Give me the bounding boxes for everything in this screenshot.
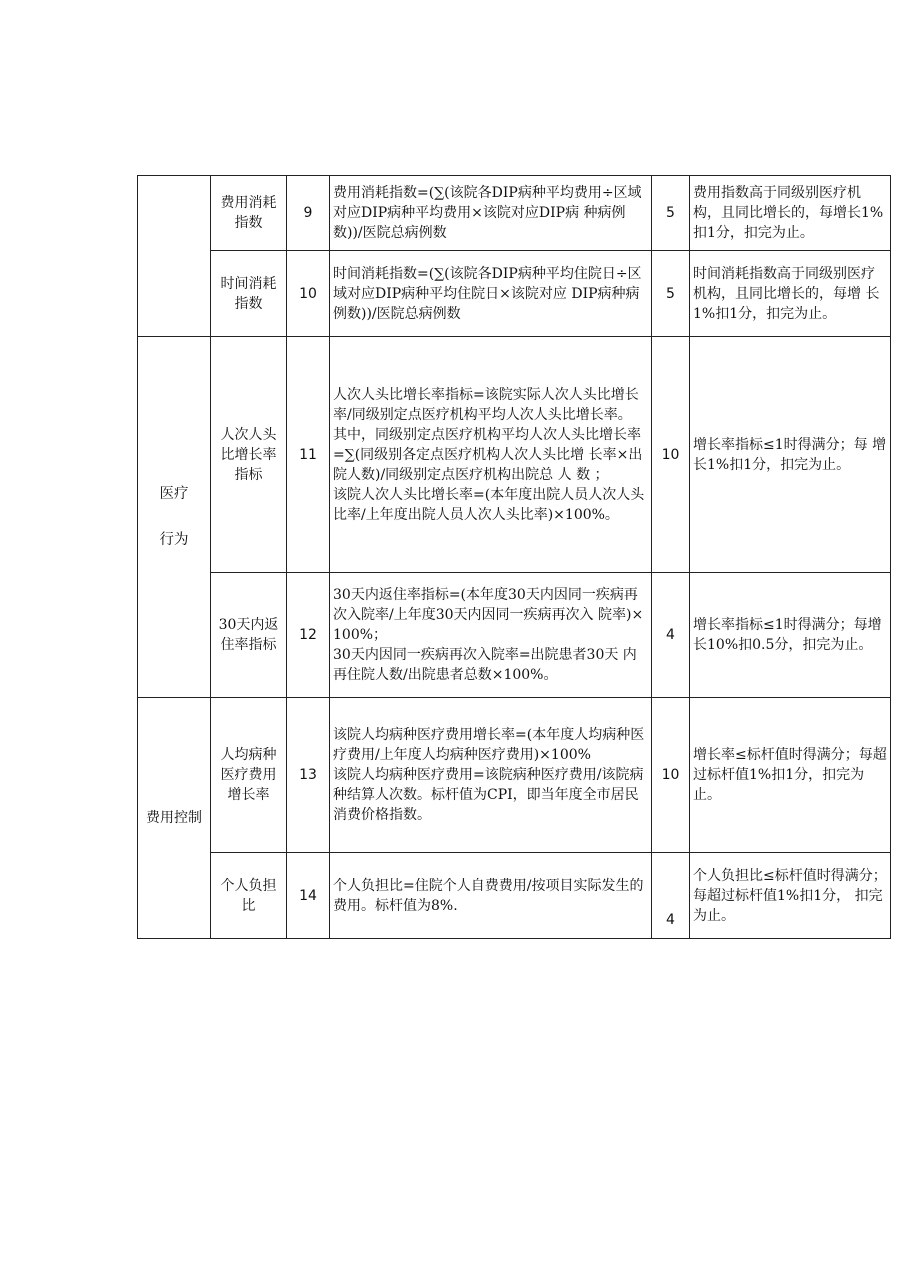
indicator-score: 5 bbox=[652, 251, 690, 337]
table-row bbox=[138, 853, 891, 939]
indicator-name: 30天内返 住率指标 bbox=[211, 573, 287, 698]
table-row bbox=[138, 251, 891, 337]
indicator-number: 11 bbox=[287, 337, 330, 573]
indicator-formula: 时间消耗指数=(∑(该院各DIP病种平均住院日÷区域对应DIP病种平均住院日×该院对应 DIP病种病例数))/医院总病例数 bbox=[330, 251, 652, 337]
category-cell-empty bbox=[138, 176, 211, 337]
indicator-name: 时间消耗指数 bbox=[211, 251, 287, 337]
indicator-score: 4 bbox=[652, 853, 690, 939]
indicator-name: 人均病种医疗费用增长率 bbox=[211, 698, 287, 853]
scoring-rule: 时间消耗指数高于同级别医疗机构，且同比增长的，每增 长1%扣1分，扣完为止。 bbox=[690, 251, 891, 337]
scoring-rule: 增长率≤标杆值时得满分；每超过标杆值1%扣1分，扣完为止。 bbox=[690, 698, 891, 853]
indicator-score: 10 bbox=[652, 337, 690, 573]
indicator-score: 4 bbox=[652, 573, 690, 698]
indicator-score: 10 bbox=[652, 698, 690, 853]
indicator-number: 12 bbox=[287, 573, 330, 698]
indicator-score: 5 bbox=[652, 176, 690, 251]
indicator-number: 10 bbox=[287, 251, 330, 337]
table-row bbox=[138, 698, 891, 853]
indicator-formula: 30天内返住率指标=(本年度30天内因同一疾病再次入院率/上年度30天内因同一疾病再次入 院率)×100%； 30天内因同一疾病再次入院率=出院患者30天 内再住院人数/出院患者总数×100%。 bbox=[330, 573, 652, 698]
category-medical-behavior: 医疗 行为 bbox=[138, 337, 211, 698]
scoring-rule: 增长率指标≤1时得满分；每增长10%扣0.5分，扣完为止。 bbox=[690, 573, 891, 698]
indicator-number: 14 bbox=[287, 853, 330, 939]
indicator-formula: 个人负担比=住院个人自费费用/按项目实际发生的费用。标杆值为8%. bbox=[330, 853, 652, 939]
indicator-table bbox=[137, 175, 891, 939]
indicator-formula: 人次人头比增长率指标=该院实际人次人头比增长率/同级别定点医疗机构平均人次人头比增长率。 其中，同级别定点医疗机构平均人次人头比增长率=∑(同级别各定点医疗机构人次人头比增 长率×出院人数)/同级别定点医疗机构出院总 人 数 ； 该院人次人头比增长率=(本年度出院人员人次人头比率/上年度出院人员人次人头比率)×100%。 bbox=[330, 337, 652, 573]
table-row bbox=[138, 573, 891, 698]
indicator-formula: 该院人均病种医疗费用增长率=(本年度人均病种医疗费用/上年度人均病种医疗费用)×100% 该院人均病种医疗费用=该院病种医疗费用/该院病种结算人次数。标杆值为CPI，即当年度全市居民消费价格指数。 bbox=[330, 698, 652, 853]
indicator-name: 个人负担比 bbox=[211, 853, 287, 939]
scoring-rule: 增长率指标≤1时得满分；每 增长1%扣1分，扣完为止。 bbox=[690, 337, 891, 573]
indicator-name: 费用消耗指数 bbox=[211, 176, 287, 251]
category-cost-control: 费用控制 bbox=[138, 698, 211, 939]
indicator-number: 9 bbox=[287, 176, 330, 251]
table-row bbox=[138, 176, 891, 251]
table-row bbox=[138, 337, 891, 573]
scoring-rule: 费用指数高于同级别医疗机构，且同比增长的，每增长1%扣1分，扣完为止。 bbox=[690, 176, 891, 251]
indicator-name: 人次人头比增长率指标 bbox=[211, 337, 287, 573]
indicator-formula: 费用消耗指数=(∑(该院各DIP病种平均费用÷区域对应DIP病种平均费用×该院对应DIP病 种病例数))/医院总病例数 bbox=[330, 176, 652, 251]
indicator-number: 13 bbox=[287, 698, 330, 853]
scoring-rule: 个人负担比≤标杆值时得满分；每超过标杆值1%扣1分， 扣完为止。 bbox=[690, 853, 891, 939]
